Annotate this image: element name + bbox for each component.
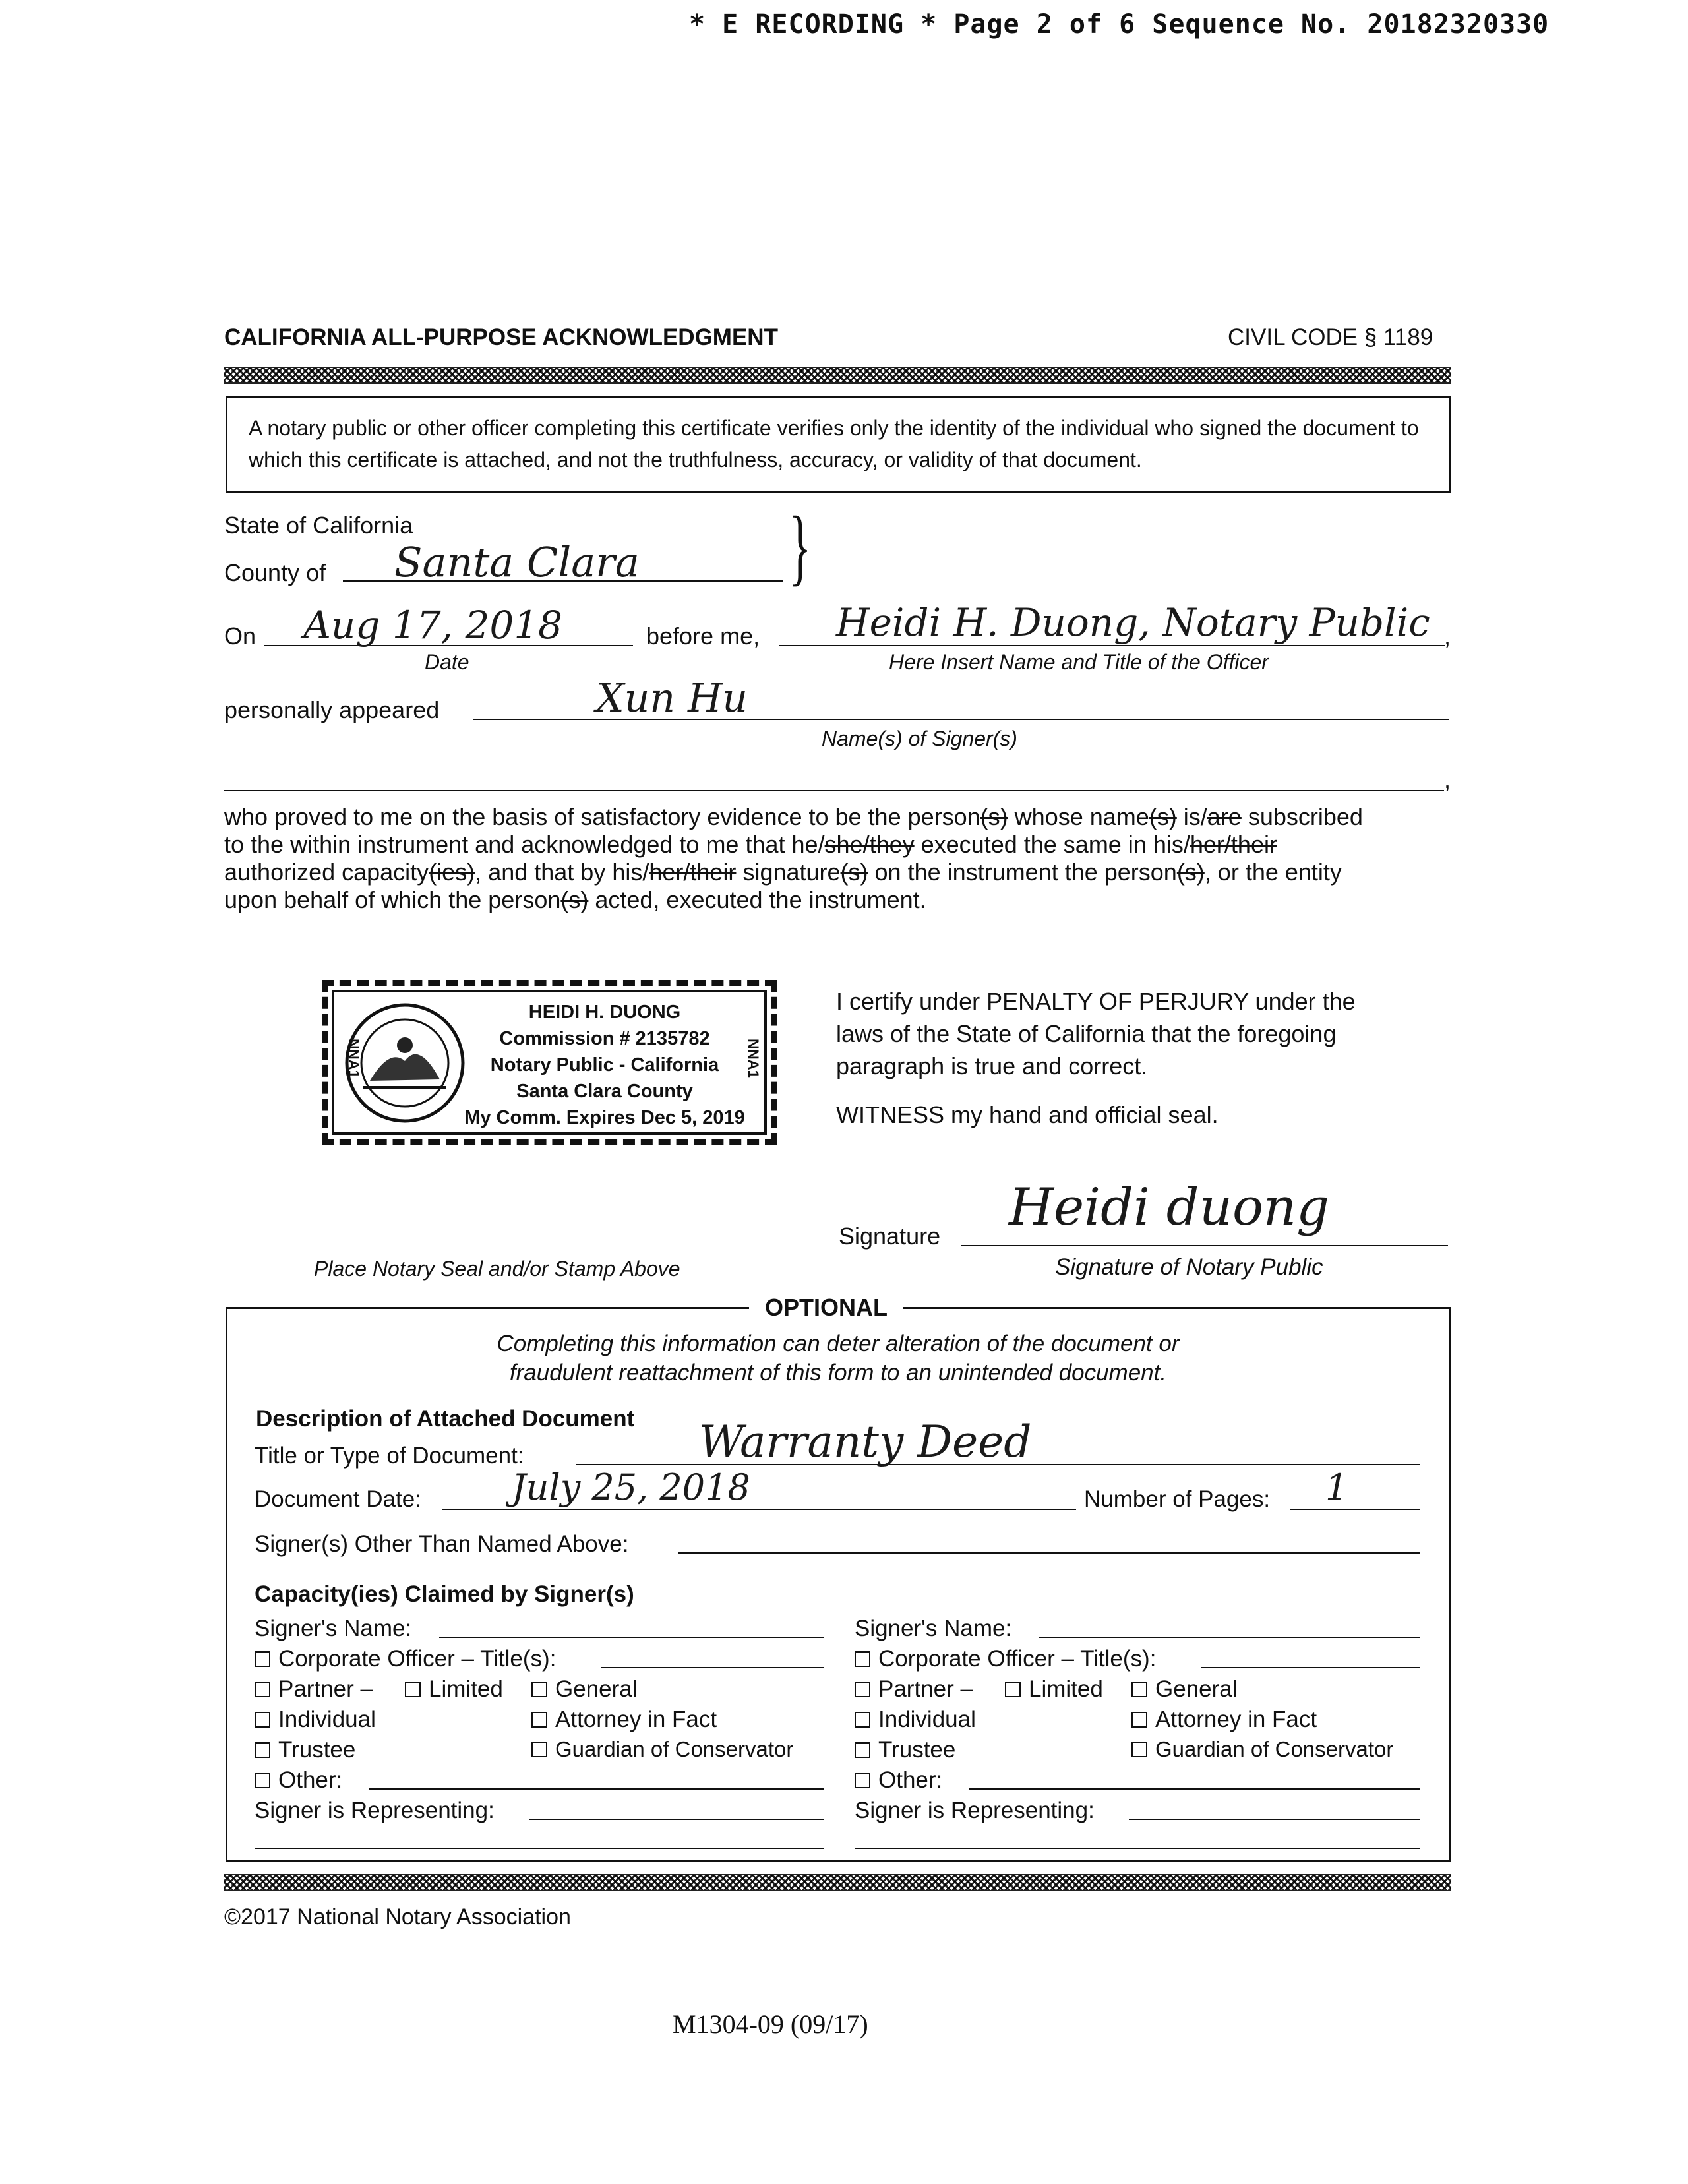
trustee-option-left[interactable] bbox=[255, 1737, 355, 1763]
checkbox-icon[interactable] bbox=[405, 1682, 421, 1697]
general-option-left[interactable] bbox=[531, 1676, 638, 1703]
individual-label: Individual bbox=[878, 1707, 976, 1732]
other-option-left[interactable] bbox=[255, 1767, 342, 1794]
signer-value: Xun Hu bbox=[596, 675, 748, 721]
optional-heading: OPTIONAL bbox=[749, 1294, 903, 1321]
county-label: County of bbox=[224, 559, 326, 586]
optional-intro-line-2: fraudulent reattachment of this form to an unintended document. bbox=[509, 1360, 1167, 1385]
guardian-option-left[interactable] bbox=[531, 1737, 793, 1762]
signer-caption: Name(s) of Signer(s) bbox=[822, 727, 1017, 750]
limited-option-left[interactable] bbox=[405, 1676, 503, 1703]
limited-label: Limited bbox=[1029, 1676, 1103, 1702]
top-hatch-border bbox=[224, 367, 1451, 384]
paragraph-line-1: who proved to me on the basis of satisfactory evidence to be the person(s) whose name(s) is/are subscribed bbox=[224, 803, 1363, 830]
corporate-officer-label: Corporate Officer – Title(s): bbox=[278, 1646, 557, 1672]
officer-value: Heidi H. Duong, Notary Public bbox=[836, 600, 1430, 645]
copyright: ©2017 National Notary Association bbox=[224, 1904, 571, 1929]
attorney-label: Attorney in Fact bbox=[555, 1707, 717, 1732]
signer-comma: , bbox=[1444, 766, 1451, 793]
on-label: On bbox=[224, 622, 256, 650]
general-label: General bbox=[1155, 1676, 1238, 1702]
before-me-label: before me, bbox=[646, 622, 760, 650]
notary-signature: Heidi duong bbox=[1009, 1178, 1330, 1237]
checkbox-icon[interactable] bbox=[855, 1742, 870, 1758]
officer-comma: , bbox=[1444, 622, 1451, 650]
doc-date-line bbox=[442, 1509, 1076, 1510]
description-heading: Description of Attached Document bbox=[256, 1406, 635, 1432]
other-line-left bbox=[369, 1788, 824, 1790]
form-title: CALIFORNIA ALL-PURPOSE ACKNOWLEDGMENT bbox=[224, 324, 778, 350]
county-brace: } bbox=[789, 499, 812, 594]
date-value: Aug 17, 2018 bbox=[303, 603, 563, 648]
individual-label: Individual bbox=[278, 1707, 376, 1732]
certify-line-2: laws of the State of California that the foregoing bbox=[836, 1020, 1337, 1047]
officer-line bbox=[779, 645, 1445, 646]
checkbox-icon[interactable] bbox=[255, 1682, 270, 1697]
partner-label: Partner – bbox=[278, 1676, 373, 1702]
stamp-commission: Commission # 2135782 bbox=[499, 1028, 710, 1049]
optional-intro-line-1: Completing this information can deter alteration of the document or bbox=[497, 1331, 1180, 1356]
checkbox-icon[interactable] bbox=[531, 1742, 547, 1757]
trustee-label: Trustee bbox=[278, 1737, 356, 1763]
form-number: M1304-09 (09/17) bbox=[673, 2009, 868, 2039]
checkbox-icon[interactable] bbox=[855, 1682, 870, 1697]
state-label: State of California bbox=[224, 512, 413, 539]
capacity-heading: Capacity(ies) Claimed by Signer(s) bbox=[255, 1581, 634, 1607]
signer-name-line-left bbox=[439, 1637, 824, 1638]
stamp-county: Santa Clara County bbox=[516, 1081, 693, 1102]
pages-line bbox=[1290, 1509, 1420, 1510]
doc-date-label: Document Date: bbox=[255, 1486, 421, 1512]
acknowledgment-paragraph bbox=[224, 803, 1464, 914]
trustee-label: Trustee bbox=[878, 1737, 956, 1763]
notice-text: A notary public or other officer completing this certificate verifies only the identity of the individual who signed the document to which this certificate is attached, and not the truthfulness, accuracy, or validity of that document. bbox=[249, 416, 1419, 471]
guardian-label: Guardian of Conservator bbox=[555, 1737, 794, 1761]
checkbox-icon[interactable] bbox=[531, 1682, 547, 1697]
civil-code: CIVIL CODE § 1189 bbox=[1228, 324, 1433, 350]
checkbox-icon[interactable] bbox=[1131, 1712, 1147, 1728]
guardian-label: Guardian of Conservator bbox=[1155, 1737, 1394, 1761]
doc-type-label: Title or Type of Document: bbox=[255, 1443, 524, 1469]
certify-line-1: I certify under PENALTY OF PERJURY under the bbox=[836, 988, 1356, 1015]
signer-name-label-right: Signer's Name: bbox=[855, 1616, 1012, 1641]
representing-label-left: Signer is Representing: bbox=[255, 1798, 495, 1823]
partner-option-left[interactable] bbox=[255, 1676, 373, 1703]
notary-stamp bbox=[322, 980, 777, 1145]
individual-option-left[interactable] bbox=[255, 1707, 376, 1733]
stamp-expires: My Comm. Expires Dec 5, 2019 bbox=[464, 1107, 745, 1128]
checkbox-icon[interactable] bbox=[855, 1773, 870, 1788]
checkbox-icon[interactable] bbox=[855, 1651, 870, 1667]
doc-type-value: Warranty Deed bbox=[699, 1416, 1032, 1467]
attorney-label: Attorney in Fact bbox=[1155, 1707, 1317, 1732]
checkbox-icon[interactable] bbox=[855, 1712, 870, 1728]
stamp-text bbox=[460, 999, 750, 1131]
pages-label: Number of Pages: bbox=[1084, 1486, 1271, 1512]
representing-label-right: Signer is Representing: bbox=[855, 1798, 1095, 1823]
officer-title-line-left bbox=[601, 1667, 824, 1668]
attorney-option-left[interactable] bbox=[531, 1707, 717, 1733]
paragraph-line-2: to the within instrument and acknowledged to me that he/she/they executed the same in his/her/their bbox=[224, 831, 1277, 858]
stamp-title: Notary Public - California bbox=[490, 1054, 719, 1076]
general-option-right[interactable] bbox=[1131, 1676, 1238, 1703]
signature-label: Signature bbox=[839, 1223, 941, 1250]
signer-line-2 bbox=[224, 790, 1444, 791]
seal-caption: Place Notary Seal and/or Stamp Above bbox=[314, 1257, 680, 1281]
limited-label: Limited bbox=[429, 1676, 503, 1702]
guardian-option-right[interactable] bbox=[1131, 1737, 1393, 1762]
checkbox-icon[interactable] bbox=[255, 1742, 270, 1758]
limited-option-right[interactable] bbox=[1005, 1676, 1103, 1703]
doc-date-value: July 25, 2018 bbox=[512, 1467, 750, 1508]
checkbox-icon[interactable] bbox=[1005, 1682, 1021, 1697]
stamp-name: HEIDI H. DUONG bbox=[528, 1002, 681, 1023]
checkbox-icon[interactable] bbox=[255, 1773, 270, 1788]
partner-label: Partner – bbox=[878, 1676, 973, 1702]
stamp-side-mark-left: NNA1 bbox=[346, 1039, 362, 1078]
certify-text bbox=[836, 985, 1356, 1082]
recording-header: * E RECORDING * Page 2 of 6 Sequence No. 20182320330 bbox=[689, 9, 1550, 40]
corporate-officer-option-left[interactable] bbox=[255, 1646, 556, 1672]
officer-caption: Here Insert Name and Title of the Officer bbox=[889, 650, 1269, 674]
checkbox-icon[interactable] bbox=[531, 1712, 547, 1728]
representing-line-right bbox=[1129, 1819, 1420, 1820]
other-line-right bbox=[969, 1788, 1420, 1790]
date-caption: Date bbox=[425, 650, 469, 674]
optional-intro bbox=[226, 1329, 1451, 1387]
partner-option-right[interactable] bbox=[855, 1676, 973, 1703]
corporate-officer-option-right[interactable] bbox=[855, 1646, 1156, 1672]
checkbox-icon[interactable] bbox=[1131, 1742, 1147, 1757]
notice-box bbox=[226, 396, 1451, 493]
signer-name-line-right bbox=[1039, 1637, 1420, 1638]
representing-line-left bbox=[529, 1819, 824, 1820]
signature-caption: Signature of Notary Public bbox=[1055, 1254, 1323, 1280]
bottom-hatch-border bbox=[224, 1874, 1451, 1891]
trustee-option-right[interactable] bbox=[855, 1737, 955, 1763]
other-label: Other: bbox=[278, 1767, 343, 1793]
checkbox-icon[interactable] bbox=[255, 1712, 270, 1728]
checkbox-icon[interactable] bbox=[255, 1651, 270, 1667]
paragraph-line-3: authorized capacity(ies), and that by his/her/their signature(s) on the instrument the person(s), or the entity bbox=[224, 859, 1342, 886]
other-signers-label: Signer(s) Other Than Named Above: bbox=[255, 1531, 629, 1557]
paragraph-line-4: upon behalf of which the person(s) acted, executed the instrument. bbox=[224, 886, 926, 913]
officer-title-line-right bbox=[1201, 1667, 1420, 1668]
other-signers-line bbox=[678, 1552, 1420, 1554]
certify-line-3: paragraph is true and correct. bbox=[836, 1052, 1148, 1079]
county-value: Santa Clara bbox=[394, 538, 640, 586]
signature-line bbox=[961, 1245, 1448, 1246]
representing-line-2-left bbox=[255, 1848, 824, 1849]
witness-text: WITNESS my hand and official seal. bbox=[836, 1101, 1219, 1128]
other-option-right[interactable] bbox=[855, 1767, 942, 1794]
representing-line-2-right bbox=[855, 1848, 1420, 1849]
other-label: Other: bbox=[878, 1767, 943, 1793]
stamp-side-mark-right: NNA1 bbox=[745, 1039, 762, 1078]
individual-option-right[interactable] bbox=[855, 1707, 976, 1733]
attorney-option-right[interactable] bbox=[1131, 1707, 1317, 1733]
corporate-officer-label: Corporate Officer – Title(s): bbox=[878, 1646, 1157, 1672]
checkbox-icon[interactable] bbox=[1131, 1682, 1147, 1697]
appeared-label: personally appeared bbox=[224, 696, 440, 723]
pages-value: 1 bbox=[1325, 1467, 1348, 1508]
signer-name-label-left: Signer's Name: bbox=[255, 1616, 412, 1641]
general-label: General bbox=[555, 1676, 638, 1702]
